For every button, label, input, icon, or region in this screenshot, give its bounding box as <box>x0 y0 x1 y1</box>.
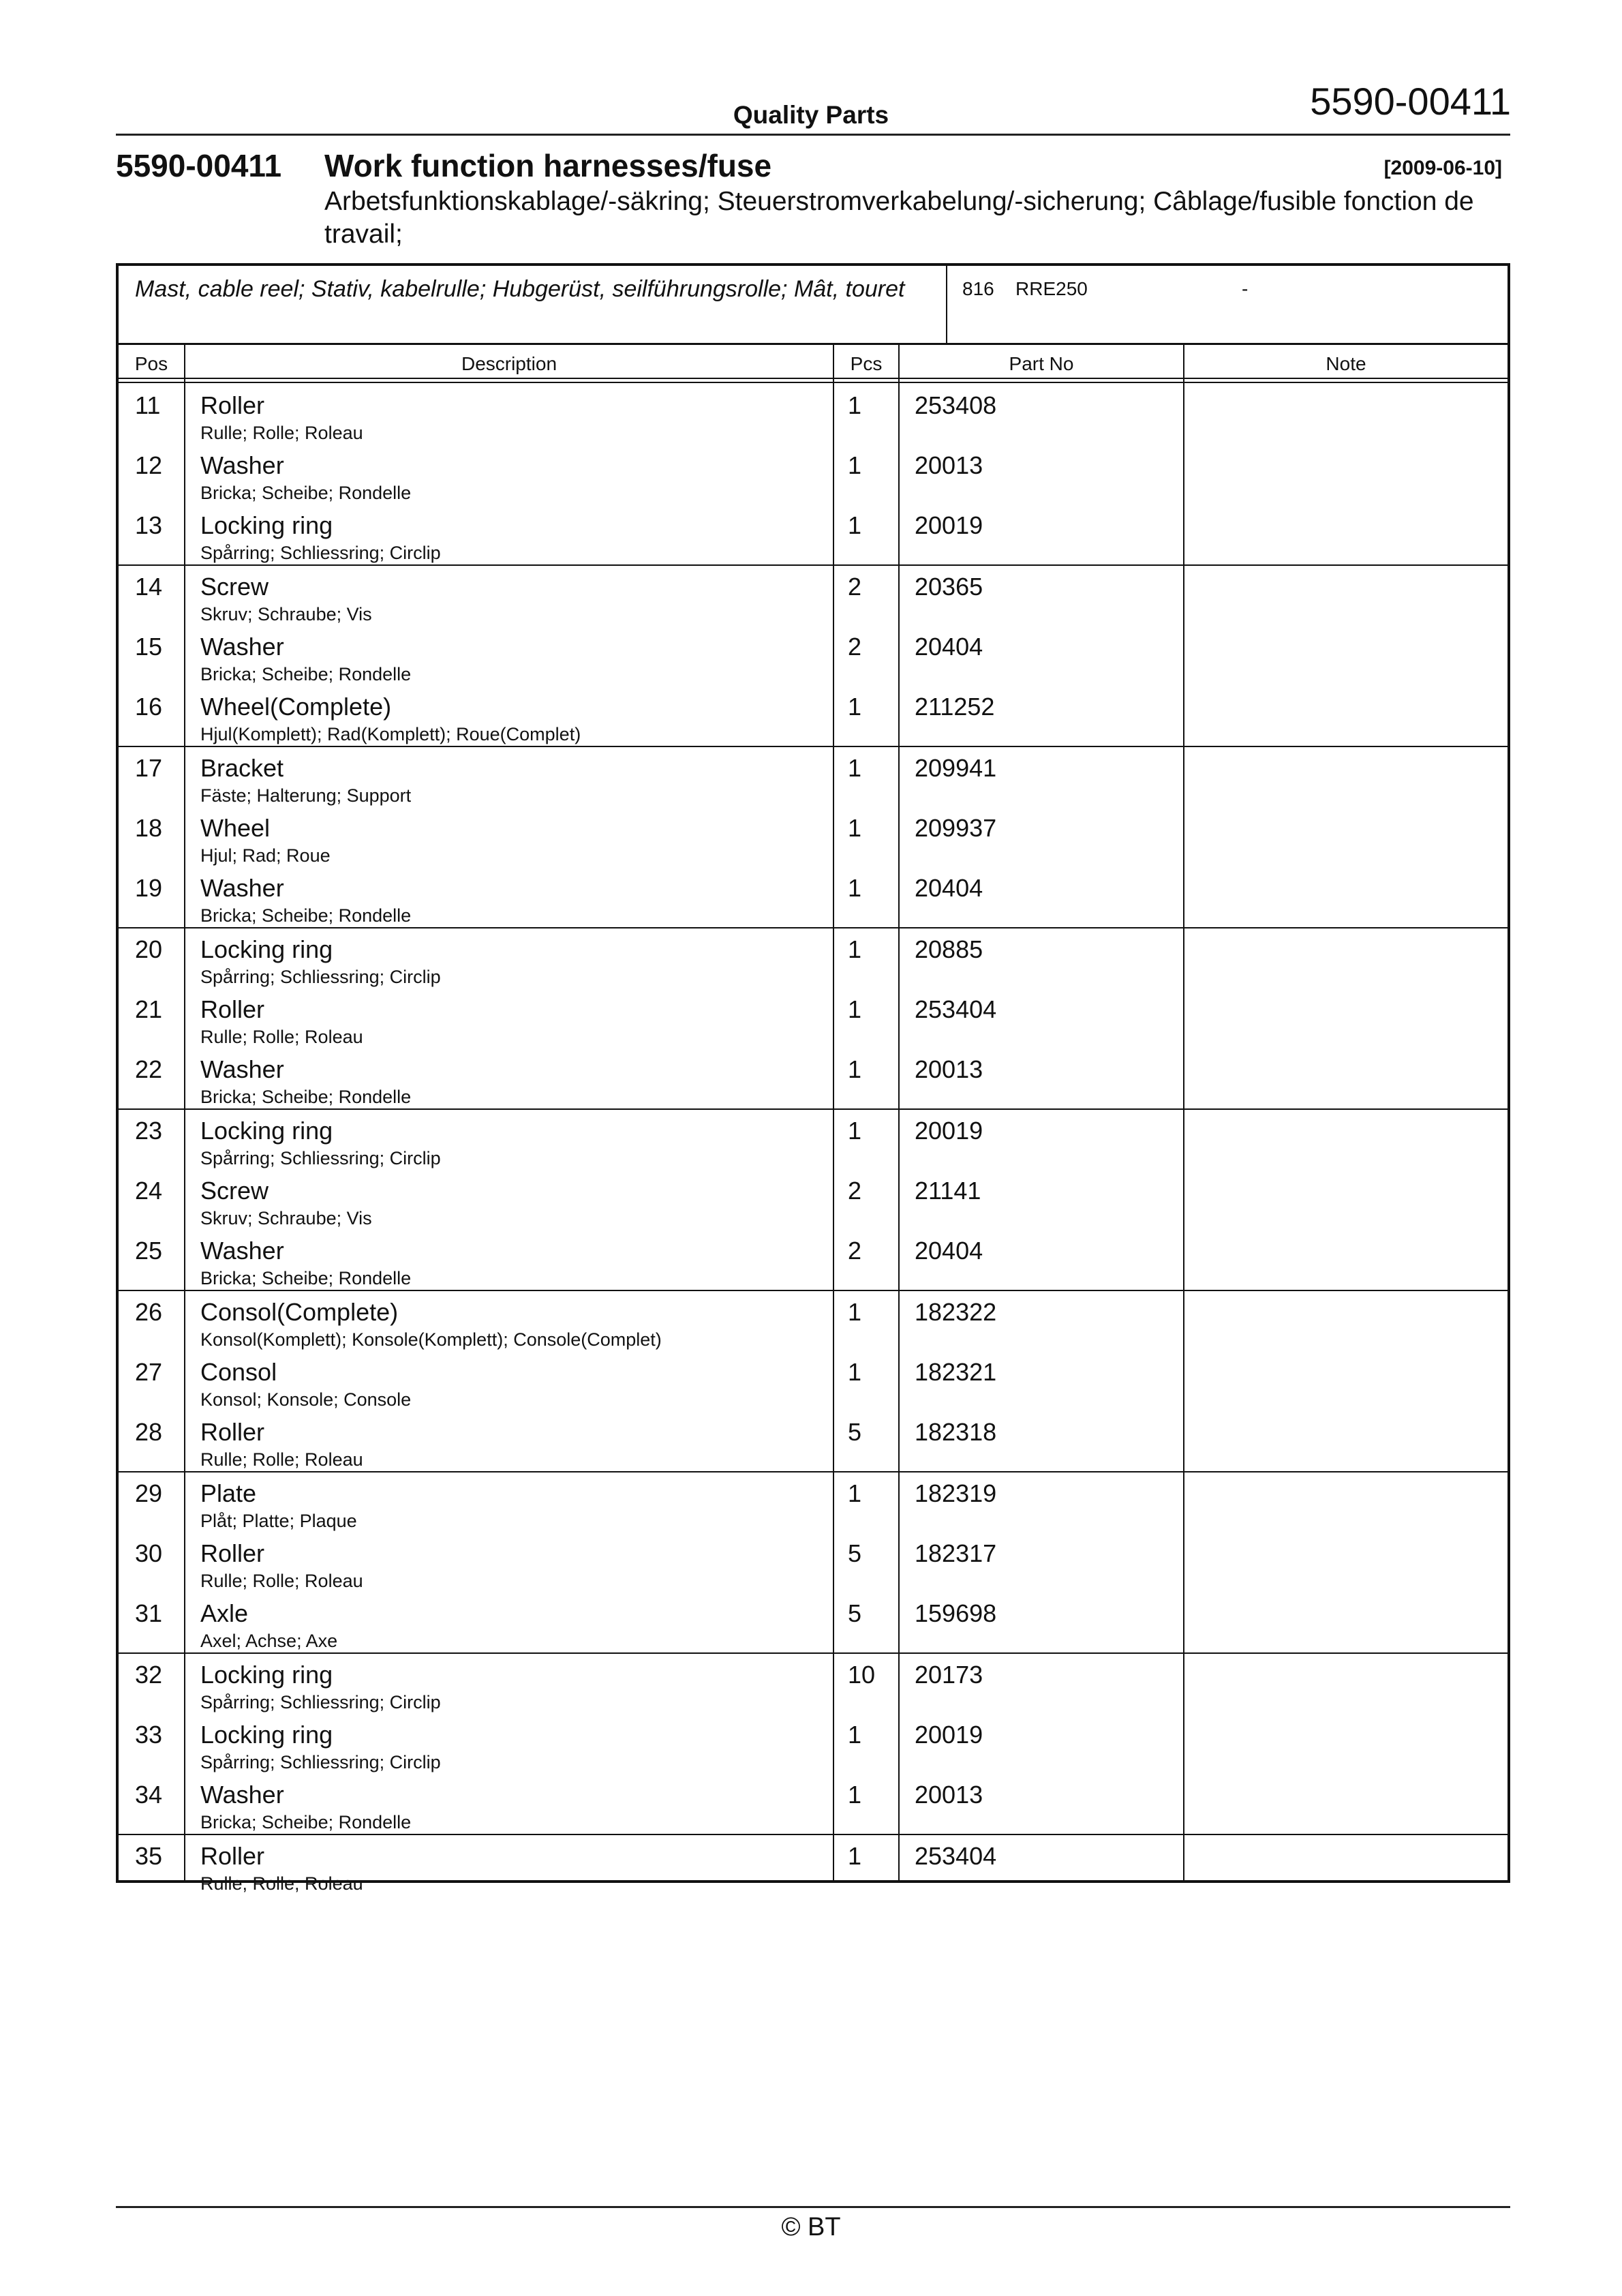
table-row <box>119 1110 1508 1170</box>
section-model: RRE250 <box>1015 278 1088 299</box>
part-number: 159698 <box>915 1599 997 1627</box>
part-pcs: 1 <box>848 1298 862 1326</box>
part-name: Locking ring <box>200 935 333 963</box>
part-pcs: 1 <box>848 935 862 963</box>
part-translations: Skruv; Schraube; Vis <box>200 1208 372 1228</box>
part-pcs: 2 <box>848 1177 862 1205</box>
part-pcs: 1 <box>848 1479 862 1507</box>
document-subtitle: Arbetsfunktionskablage/-säkring; Steuerstromverkabelung/-sicherung; Câblage/fusible fonction de travail; <box>324 187 1474 249</box>
part-pos: 35 <box>135 1842 163 1870</box>
table-row <box>119 1048 1508 1108</box>
part-pos: 33 <box>135 1721 163 1749</box>
part-pos: 28 <box>135 1418 163 1446</box>
part-translations: Axel; Achse; Axe <box>200 1631 338 1651</box>
part-translations: Spårring; Schliessring; Circlip <box>200 1752 441 1772</box>
part-number: 20365 <box>915 573 983 601</box>
footer-divider <box>116 2206 1510 2208</box>
part-name: Washer <box>200 633 284 661</box>
column-header-part-no: Part No <box>1009 353 1074 374</box>
part-number: 209937 <box>915 814 997 842</box>
part-name: Wheel <box>200 814 271 842</box>
table-row <box>119 1835 1508 1895</box>
part-number: 20173 <box>915 1661 983 1689</box>
part-number: 20013 <box>915 451 983 479</box>
part-pcs: 1 <box>848 451 862 479</box>
part-name: Bracket <box>200 754 284 782</box>
part-name: Washer <box>200 1781 284 1809</box>
part-name: Locking ring <box>200 1721 333 1749</box>
part-name: Roller <box>200 1539 265 1567</box>
part-name: Washer <box>200 874 284 902</box>
part-number: 20013 <box>915 1055 983 1083</box>
part-pcs: 5 <box>848 1599 862 1627</box>
part-pos: 15 <box>135 633 163 661</box>
part-translations: Bricka; Scheibe; Rondelle <box>200 664 412 684</box>
table-row <box>119 1654 1508 1714</box>
table-row <box>119 444 1508 504</box>
part-pos: 22 <box>135 1055 163 1083</box>
table-row <box>119 928 1508 988</box>
part-pos: 16 <box>135 693 163 721</box>
part-pos: 13 <box>135 511 163 539</box>
table-row <box>119 686 1508 746</box>
part-pos: 25 <box>135 1237 163 1265</box>
part-name: Consol(Complete) <box>200 1298 399 1326</box>
part-name: Consol <box>200 1358 277 1386</box>
table-row <box>119 1291 1508 1351</box>
part-pos: 29 <box>135 1479 163 1507</box>
part-translations: Konsol; Konsole; Console <box>200 1389 412 1410</box>
part-pos: 18 <box>135 814 163 842</box>
part-pos: 24 <box>135 1177 163 1205</box>
part-name: Locking ring <box>200 1117 333 1145</box>
part-pcs: 1 <box>848 1117 862 1145</box>
part-pcs: 2 <box>848 633 862 661</box>
part-pcs: 2 <box>848 573 862 601</box>
header-title: Quality Parts <box>733 101 889 129</box>
document-date: [2009-06-10] <box>1383 157 1502 179</box>
part-translations: Bricka; Scheibe; Rondelle <box>200 1268 412 1288</box>
table-row <box>119 747 1508 807</box>
part-name: Axle <box>200 1599 249 1627</box>
part-name: Wheel(Complete) <box>200 693 392 721</box>
part-pos: 34 <box>135 1781 163 1809</box>
header-bottom-rule <box>119 378 1508 379</box>
section-range: - <box>1242 278 1249 299</box>
table-row <box>119 1532 1508 1592</box>
part-pos: 27 <box>135 1358 163 1386</box>
header-divider <box>116 134 1510 136</box>
part-translations: Spårring; Schliessring; Circlip <box>200 967 441 987</box>
part-number: 20404 <box>915 1237 983 1265</box>
table-row <box>119 1774 1508 1834</box>
part-translations: Rulle; Rolle; Roleau <box>200 1449 363 1470</box>
part-number: 182317 <box>915 1539 997 1567</box>
section-divider <box>946 266 947 343</box>
part-pcs: 1 <box>848 1055 862 1083</box>
part-pos: 21 <box>135 995 163 1023</box>
part-pcs: 1 <box>848 693 862 721</box>
part-name: Roller <box>200 1418 265 1446</box>
table-row <box>119 566 1508 626</box>
part-number: 253408 <box>915 391 997 419</box>
part-pcs: 1 <box>848 1358 862 1386</box>
part-pos: 19 <box>135 874 163 902</box>
part-pcs: 10 <box>848 1661 876 1689</box>
section-code: 816 <box>962 278 994 299</box>
document-title: Work function harnesses/fuse <box>324 148 772 183</box>
part-translations: Fäste; Halterung; Support <box>200 785 412 806</box>
column-header-description: Description <box>461 353 557 374</box>
part-pcs: 1 <box>848 511 862 539</box>
part-number: 20019 <box>915 1117 983 1145</box>
part-number: 20404 <box>915 874 983 902</box>
part-number: 20019 <box>915 1721 983 1749</box>
part-number: 182318 <box>915 1418 997 1446</box>
table-row <box>119 988 1508 1048</box>
part-name: Roller <box>200 1842 265 1870</box>
header-doc-number: 5590-00411 <box>1310 80 1511 123</box>
table-row <box>119 867 1508 927</box>
part-translations: Bricka; Scheibe; Rondelle <box>200 1087 412 1107</box>
table-row <box>119 1411 1508 1471</box>
document-number: 5590-00411 <box>116 148 282 183</box>
table-row <box>119 1592 1508 1652</box>
part-translations: Rulle; Rolle; Roleau <box>200 1873 363 1894</box>
part-translations: Spårring; Schliessring; Circlip <box>200 543 441 563</box>
part-number: 253404 <box>915 1842 997 1870</box>
part-name: Washer <box>200 1237 284 1265</box>
table-row <box>119 626 1508 686</box>
part-number: 253404 <box>915 995 997 1023</box>
part-pcs: 1 <box>848 754 862 782</box>
part-pcs: 1 <box>848 1842 862 1870</box>
part-translations: Bricka; Scheibe; Rondelle <box>200 1812 412 1832</box>
parts-table <box>116 263 1510 1894</box>
part-translations: Spårring; Schliessring; Circlip <box>200 1148 441 1168</box>
part-pcs: 5 <box>848 1539 862 1567</box>
part-pcs: 1 <box>848 1781 862 1809</box>
table-row <box>119 384 1508 444</box>
part-pcs: 5 <box>848 1418 862 1446</box>
table-row <box>119 807 1508 867</box>
part-pos: 32 <box>135 1661 163 1689</box>
table-row <box>119 1351 1508 1411</box>
part-translations: Bricka; Scheibe; Rondelle <box>200 483 412 503</box>
part-number: 20013 <box>915 1781 983 1809</box>
part-number: 20019 <box>915 511 983 539</box>
part-pcs: 1 <box>848 995 862 1023</box>
part-name: Washer <box>200 451 284 479</box>
part-translations: Bricka; Scheibe; Rondelle <box>200 905 412 926</box>
table-row <box>119 1714 1508 1774</box>
part-pos: 26 <box>135 1298 163 1326</box>
part-pcs: 2 <box>848 1237 862 1265</box>
part-name: Plate <box>200 1479 257 1507</box>
part-translations: Hjul(Komplett); Rad(Komplett); Roue(Complet) <box>200 724 581 744</box>
part-pos: 30 <box>135 1539 163 1567</box>
part-number: 211252 <box>915 693 995 721</box>
part-pos: 20 <box>135 935 163 963</box>
table-row <box>119 1170 1508 1230</box>
part-pos: 23 <box>135 1117 163 1145</box>
part-translations: Spårring; Schliessring; Circlip <box>200 1692 441 1712</box>
part-number: 209941 <box>915 754 997 782</box>
part-pcs: 1 <box>848 814 862 842</box>
part-number: 182319 <box>915 1479 997 1507</box>
header-top-rule <box>119 343 1508 345</box>
part-pcs: 1 <box>848 1721 862 1749</box>
table-row <box>119 1472 1508 1532</box>
part-number: 21141 <box>915 1177 981 1205</box>
part-name: Roller <box>200 391 265 419</box>
part-translations: Skruv; Schraube; Vis <box>200 604 372 624</box>
part-translations: Plåt; Platte; Plaque <box>200 1511 357 1531</box>
part-name: Screw <box>200 573 269 601</box>
column-header-note: Note <box>1326 353 1366 374</box>
part-translations: Rulle; Rolle; Roleau <box>200 1571 363 1591</box>
part-name: Locking ring <box>200 511 333 539</box>
part-name: Washer <box>200 1055 284 1083</box>
part-pcs: 1 <box>848 874 862 902</box>
footer-copyright: © BT <box>781 2213 841 2241</box>
part-name: Roller <box>200 995 265 1023</box>
table-row <box>119 1230 1508 1290</box>
parts-rows <box>119 384 1508 1895</box>
part-number: 182322 <box>915 1298 997 1326</box>
column-header-pos: Pos <box>134 353 168 374</box>
table-row <box>119 504 1508 564</box>
part-pos: 12 <box>135 451 163 479</box>
column-header-pcs: Pcs <box>850 353 883 374</box>
header-bottom-rule-2 <box>119 382 1508 383</box>
part-name: Screw <box>200 1177 269 1205</box>
part-pos: 31 <box>135 1599 163 1627</box>
part-number: 182321 <box>915 1358 997 1386</box>
part-translations: Konsol(Komplett); Konsole(Komplett); Console(Complet) <box>200 1329 662 1350</box>
part-number: 20885 <box>915 935 983 963</box>
part-pcs: 1 <box>848 391 862 419</box>
part-number: 20404 <box>915 633 983 661</box>
section-description: Mast, cable reel; Stativ, kabelrulle; Hubgerüst, seilführungsrolle; Mât, touret <box>135 276 905 302</box>
part-translations: Rulle; Rolle; Roleau <box>200 1027 363 1047</box>
part-pos: 17 <box>135 754 163 782</box>
part-name: Locking ring <box>200 1661 333 1689</box>
part-translations: Rulle; Rolle; Roleau <box>200 423 363 443</box>
part-pos: 11 <box>135 391 161 419</box>
part-translations: Hjul; Rad; Roue <box>200 845 331 866</box>
part-pos: 14 <box>135 573 163 601</box>
